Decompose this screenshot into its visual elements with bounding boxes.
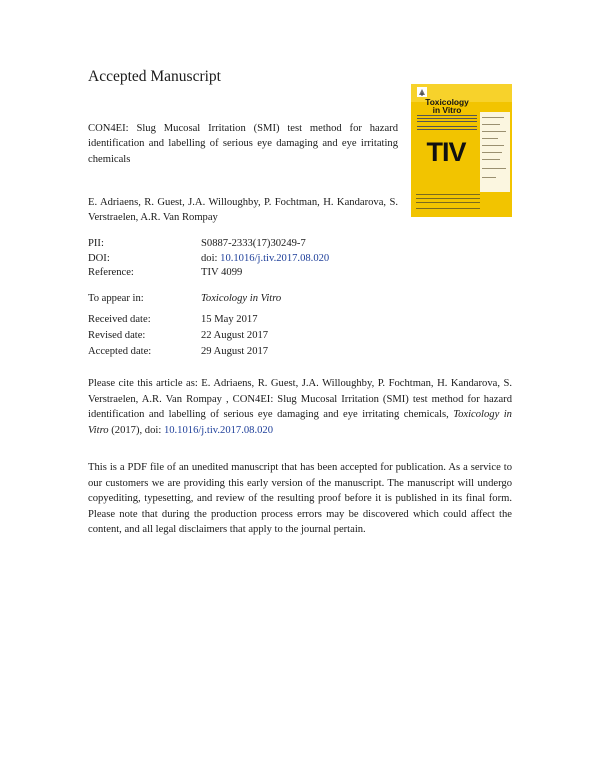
publisher-logo-icon: [417, 87, 427, 97]
meta-revised-value: 22 August 2017: [201, 330, 269, 341]
meta-appear-value: Toxicology in Vitro: [201, 293, 282, 304]
citation-paragraph: [88, 376, 512, 438]
meta-received-value: 15 May 2017: [201, 314, 258, 325]
meta-revised-label: Revised date:: [88, 330, 146, 341]
cover-journal-title-1: Toxicology: [425, 97, 469, 107]
citation-doi-link[interactable]: 10.1016/j.tiv.2017.08.020: [163, 424, 274, 436]
meta-doi-link[interactable]: 10.1016/j.tiv.2017.08.020: [220, 253, 330, 264]
cover-journal-title-2: in Vitro: [432, 105, 462, 115]
meta-received-label: Received date:: [88, 314, 151, 325]
unedited-notice: This is a PDF file of an unedited manuscript that has been accepted for publication. As a service to our customers we are providing this early version of the manuscript. The manuscript will undergo copyediting, typesetting, and review of the resulting proof before it is published in its final form. Please note that during the production process errors may be discovered which could affect the content, and all legal disclaimers that apply to the journal pertain.: [88, 462, 512, 535]
meta-reference-label: Reference:: [88, 267, 134, 278]
meta-doi-label: DOI:: [88, 253, 110, 264]
citation-text: Please cite this article as: E. Adriaens, R. Guest, J.A. Willoughby, P. Fochtman, H. Kandarova, S. Verstraelen, A.R. Van Rompay , CON4EI: Slug Mucosal Irritation (SMI) test method for hazard identification and labelling of serious eye damaging and eye irritating chemicals,: [88, 378, 512, 420]
meta-accepted-value: 29 August 2017: [201, 346, 269, 357]
journal-cover: [411, 84, 512, 217]
meta-accepted-label: Accepted date:: [88, 346, 152, 357]
article-authors: E. Adriaens, R. Guest, J.A. Willoughby, P. Fochtman, H. Kandarova, S. Verstraelen, A.R. Van Rompay: [88, 197, 398, 224]
meta-reference-value: TIV 4099: [201, 267, 243, 278]
cover-monogram: TIV: [426, 137, 466, 167]
citation-year-doi: (2017), doi:: [108, 424, 162, 436]
article-title: CON4EI: Slug Mucosal Irritation (SMI) test method for hazard identification and labelling of serious eye damaging and eye irritating chemicals: [88, 123, 398, 165]
manuscript-heading: Accepted Manuscript: [88, 68, 221, 85]
meta-pii-label: PII:: [88, 238, 104, 249]
meta-pii-value: S0887-2333(17)30249-7: [201, 238, 306, 249]
meta-appear-label: To appear in:: [88, 293, 144, 304]
citation-journal: Toxicology in Vitro: [88, 409, 512, 436]
meta-doi-prefix: doi:: [201, 253, 218, 264]
